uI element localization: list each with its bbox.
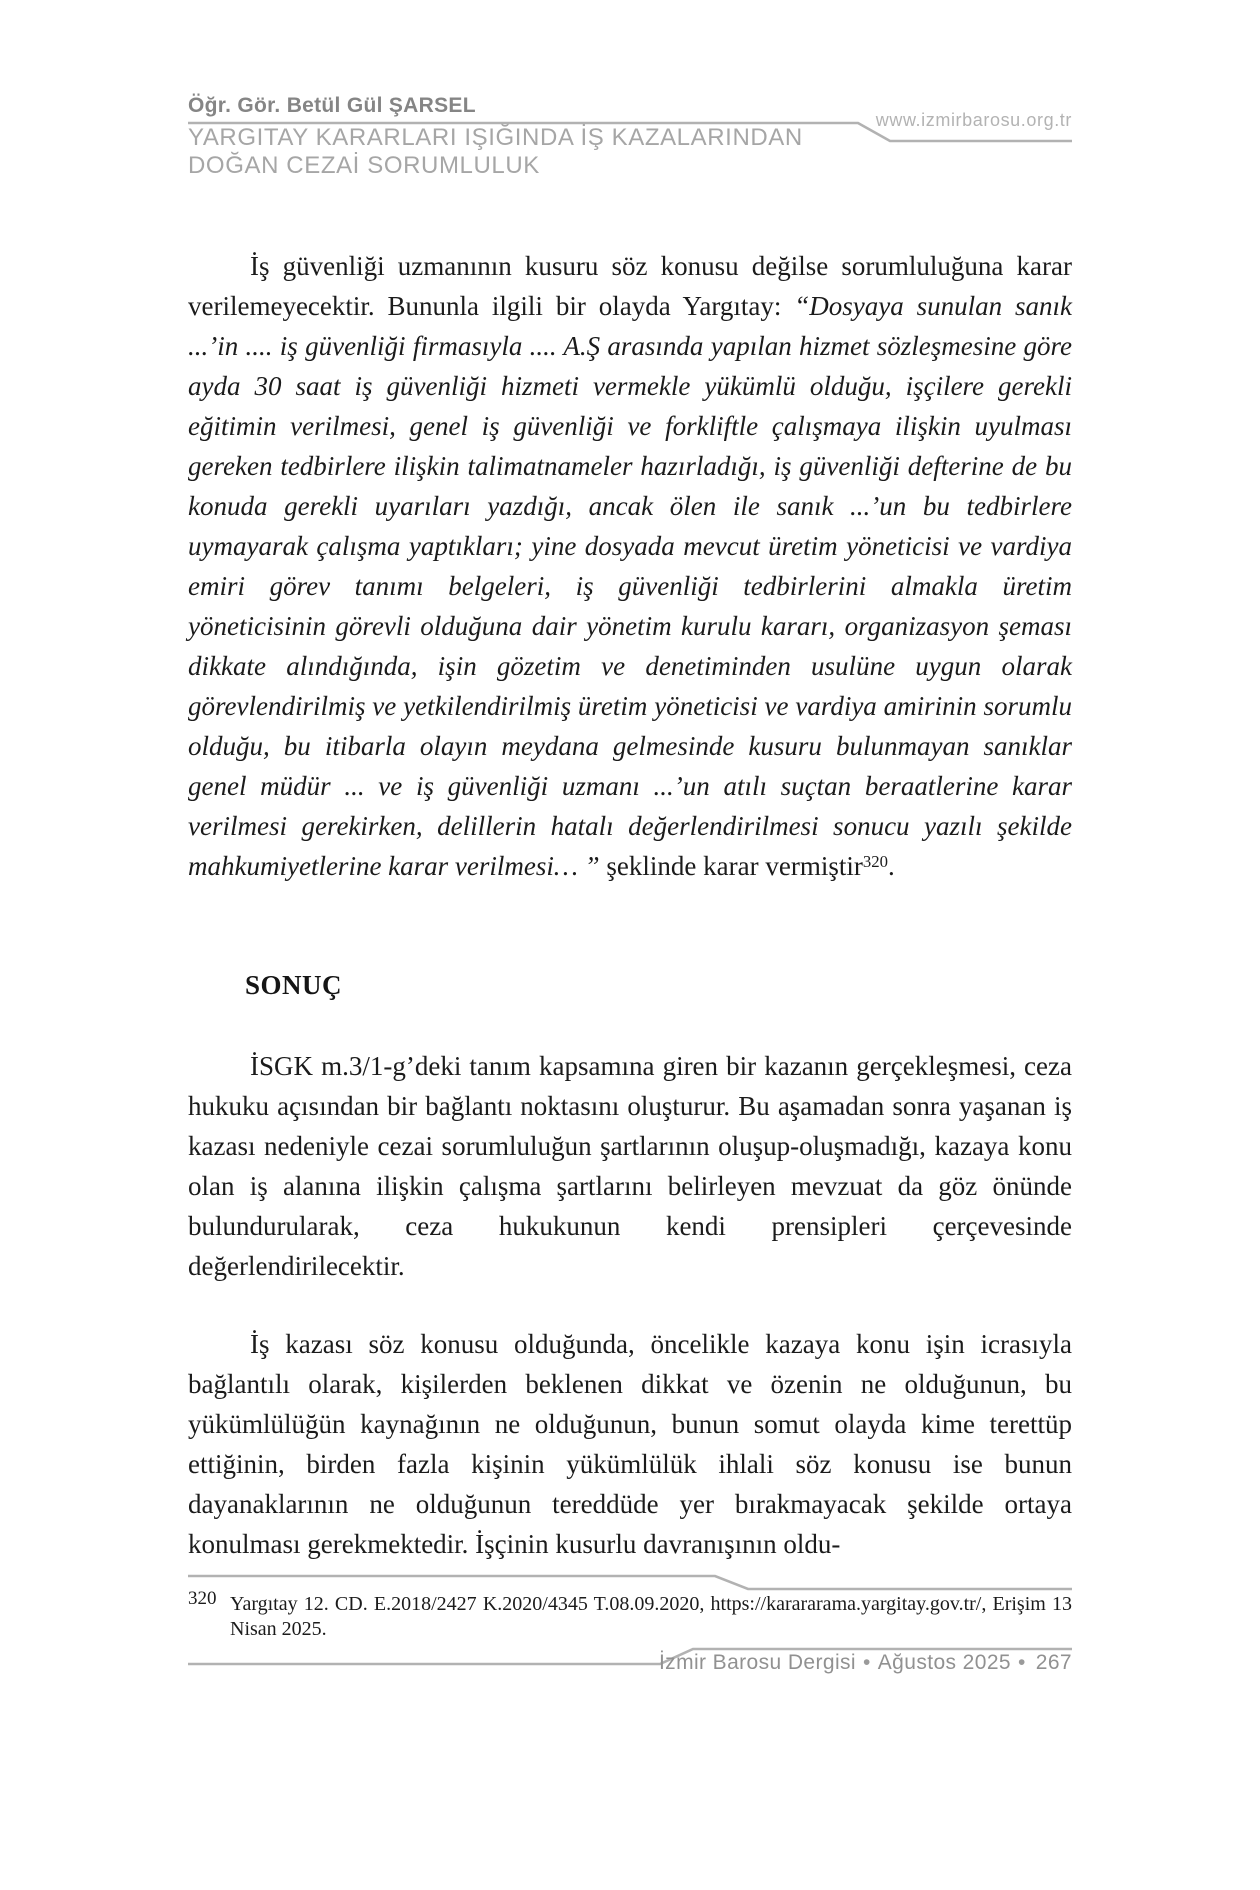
footnote-number: 320 bbox=[188, 1588, 217, 1609]
footnote-divider-line bbox=[188, 1570, 1072, 1594]
paragraph-isgk-definition: İSGK m.3/1-g’deki tanım kapsamına giren bir kazanın gerçekleşmesi, ceza hukuku açısından bir bağlantı noktasını oluşturur. Bu aşamadan sonra yaşanan iş kazası nedeniyle cezai sorumluluğun şartlarının oluşup-oluşmadığı, kazaya konu olan iş alanına ilişkin çalışma şartlarını belirleyen mevzuat da göz önünde bulundurularak, ceza hukukunun kendi prensipleri çerçevesinde değerlendirilecektir. bbox=[188, 1051, 1072, 1281]
article-title-line1: YARGITAY KARARLARI IŞIĞINDA İŞ KAZALARINDAN bbox=[188, 124, 803, 151]
footnote bbox=[188, 1588, 1072, 1642]
journal-website-url: www.izmirbarosu.org.tr bbox=[875, 110, 1072, 130]
text-segment-italic: “Dosyaya sunulan sanık ...’in .... iş güvenliği firmasıyla .... A.Ş arasında yapılan hizmet sözleşmesine göre ayda 30 saat iş güvenliği hizmeti vermekle yükümlü olduğu, işçilere gerekli eğitimin verilmesi, genel iş güvenliği ve forkliftle çalışmaya ilişkin uyulması gereken tedbirlere ilişkin talimatnameler hazırladığı, iş güvenliği defterine de bu konuda gerekli uyarıları yazdığı, ancak ölen ile sanık ...’un bu tedbirlere uymayarak çalışma yaptıkları; yine dosyada mevcut üretim yöneticisi ve vardiya emiri görev tanımı belgeleri, iş güvenliği tedbirlerini almakla üretim yöneticisinin görevli olduğuna dair yönetim kurulu kararı, organizasyon şeması dikkate alındığında, işin gözetim ve denetiminden usulüne uygun olarak görevlendirilmiş ve yetkilendirilmiş üretim yöneticisi ve vardiya amirinin sorumlu olduğu, bu itibarla olayın meydana gelmesinde kusuru bulunmayan sanıklar genel müdür ... ve iş güvenliği uzmanı ...’un atılı suçtan beraatlerine karar verilmesi gerekirken, delillerin hatalı değerlendirilmesi sonucu yazılı şekilde mahkumiyetlerine karar verilmesi… ” bbox=[188, 291, 1072, 881]
footnote-text: Yargıtay 12. CD. E.2018/2427 K.2020/4345 T.08.09.2020, https://karararama.yargitay.gov.tr/, Erişim 13 Nisan 2025. bbox=[230, 1593, 1072, 1640]
text-segment-sup: 320 bbox=[862, 851, 888, 871]
author-name: Öğr. Gör. Betül Gül ŞARSEL bbox=[188, 94, 476, 117]
text-segment-normal: . bbox=[887, 851, 895, 881]
section-heading-sonuc: SONUÇ bbox=[245, 970, 343, 1000]
footer-issue: Ağustos 2025 bbox=[877, 1651, 1011, 1674]
text-segment-normal: İş güvenliği uzmanının kusuru söz konusu değilse sorumluluğuna karar verilemeyecektir. Bununla ilgili bir olayda Yargıtay: bbox=[188, 251, 1072, 321]
footer-page-number: 267 bbox=[1035, 1651, 1072, 1674]
footer-journal-name: İzmir Barosu Dergisi bbox=[658, 1651, 856, 1674]
paragraph-work-accident-duty: İş kazası söz konusu olduğunda, öncelikle kazaya konu işin icrasıyla bağlantılı olarak, kişilerden beklenen dikkat ve özenin ne olduğunun, bu yükümlülüğün kaynağının ne olduğunun, bunun somut olayda kime terettüp ettiğinin, birden fazla kişinin yükümlülük ihlali söz konusu ise bunun dayanaklarının ne olduğunun tereddüde yer bırakmayacak şekilde ortaya konulması gerekmektedir. İşçinin kusurlu davranışının oldu- bbox=[188, 1329, 1072, 1559]
footer-separator-dot: • bbox=[1017, 1651, 1026, 1674]
paragraph-court-decision-quote bbox=[188, 246, 1072, 890]
article-title-line2: DOĞAN CEZAİ SORUMLULUK bbox=[188, 152, 540, 179]
page-footer bbox=[188, 1650, 1072, 1676]
text-segment-normal: şeklinde karar vermiştir bbox=[606, 851, 863, 881]
footer-separator-dot: • bbox=[862, 1651, 871, 1674]
article-title bbox=[188, 124, 803, 180]
